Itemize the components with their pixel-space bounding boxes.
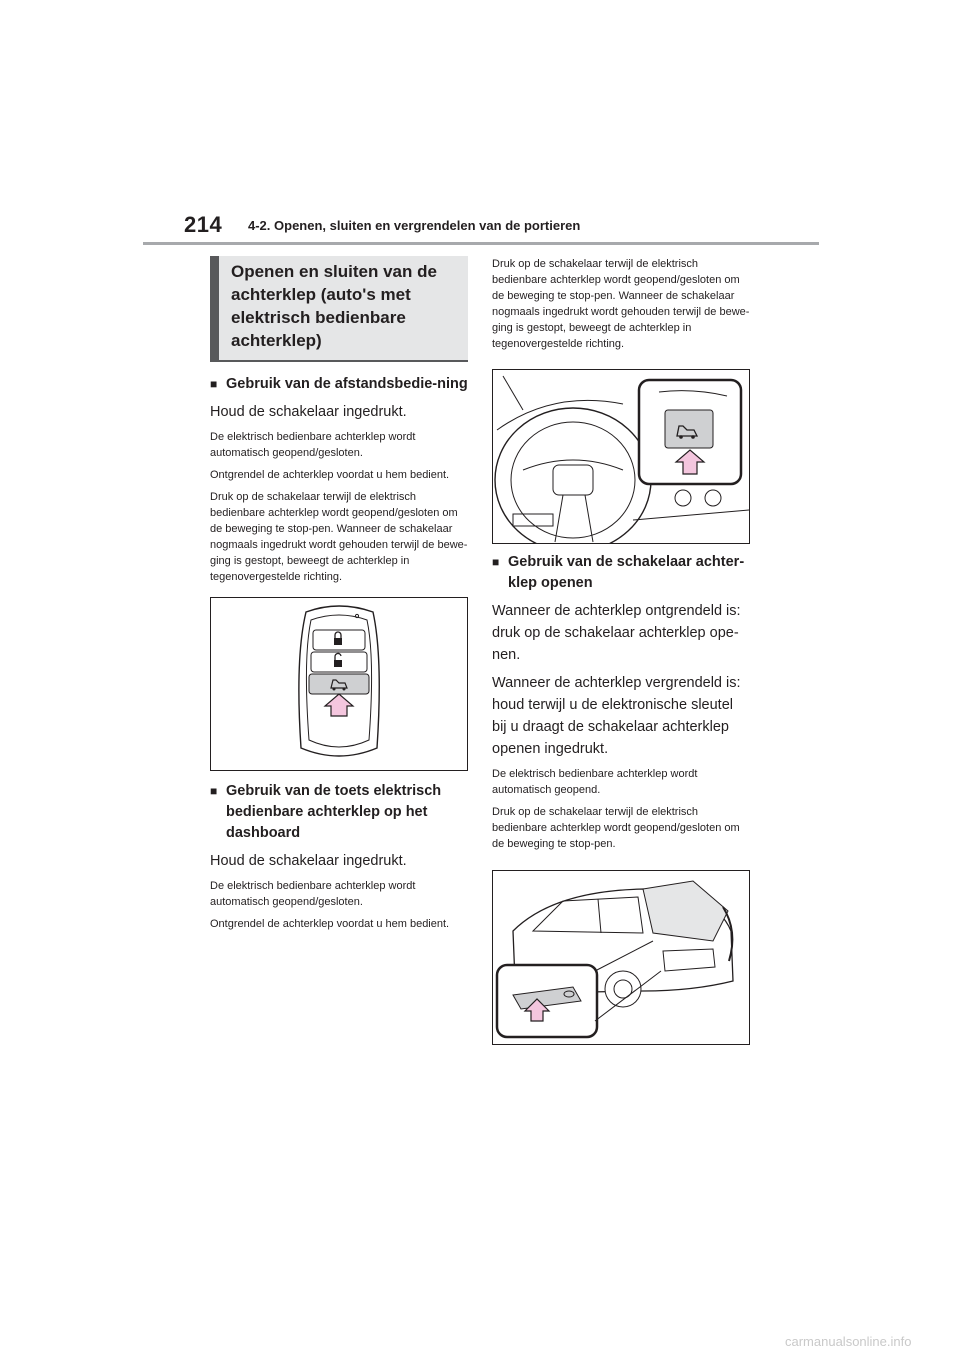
key-fob-figure xyxy=(210,597,468,771)
subheading-remote-text: Gebruik van de afstandsbedie-ning xyxy=(226,376,468,392)
remote-lead: Houd de schakelaar ingedrukt. xyxy=(210,404,407,420)
dashboard-switch-figure xyxy=(492,369,750,544)
square-bullet-icon: ■ xyxy=(210,377,218,391)
subheading-tailgate-switch xyxy=(492,552,750,594)
tailgate-note-2: Druk op de schakelaar terwijl de elektrisch bedienbare achterklep wordt geopend/gesloten om de beweging te stop-pen. xyxy=(492,806,740,850)
subheading-tailgate-switch-text: Gebruik van de schakelaar achter-klep openen xyxy=(508,554,745,591)
car-tailgate-figure xyxy=(492,870,750,1045)
page-number: 214 xyxy=(184,212,223,237)
right-column xyxy=(492,256,750,1045)
tailgate-lead-1: Wanneer de achterklep ontgrendeld is: druk op de schakelaar achterklep ope-nen. xyxy=(492,603,741,663)
remote-note-2: Ontgrendel de achterklep voordat u hem bedient. xyxy=(210,469,450,481)
tailgate-note-1: De elektrisch bedienbare achterklep wordt automatisch geopend. xyxy=(492,768,698,796)
subheading-dashboard-text: Gebruik van de toets elektrisch bedienbare achterklep op het dashboard xyxy=(226,783,442,841)
remote-note-3: Druk op de schakelaar terwijl de elektrisch bedienbare achterklep wordt geopend/gesloten om de beweging te stop-pen. Wanneer de schakelaar nogmaals ingedrukt wordt gehouden terwijl de bewe-ging is gestopt, beweegt de achterklep in tegenovergestelde richting. xyxy=(210,491,468,583)
square-bullet-icon: ■ xyxy=(210,784,218,798)
right-note-top: Druk op de schakelaar terwijl de elektrisch bedienbare achterklep wordt geopend/gesloten om de beweging te stop-pen. Wanneer de schakelaar nogmaals ingedrukt wordt gehouden terwijl de bewe-ging is gestopt, beweegt de achterklep in tegenovergestelde richting. xyxy=(492,258,750,350)
dashboard-lead: Houd de schakelaar ingedrukt. xyxy=(210,853,407,869)
subheading-dashboard xyxy=(210,781,468,844)
remote-note-1: De elektrisch bedienbare achterklep wordt automatisch geopend/gesloten. xyxy=(210,431,416,459)
section-title: Openen en sluiten van de achterklep (auto's met elektrisch bedienbare achterklep) xyxy=(210,256,468,362)
subheading-remote xyxy=(210,374,468,395)
watermark: carmanualsonline.info xyxy=(785,1334,912,1349)
left-column xyxy=(210,256,468,932)
dashboard-note-1: De elektrisch bedienbare achterklep wordt automatisch geopend/gesloten. xyxy=(210,880,416,908)
dashboard-note-2: Ontgrendel de achterklep voordat u hem bedient. xyxy=(210,918,450,930)
header-rule xyxy=(143,242,819,245)
header-title: 4-2. Openen, sluiten en vergrendelen van de portieren xyxy=(248,218,581,233)
square-bullet-icon: ■ xyxy=(492,555,500,569)
tailgate-lead-2: Wanneer de achterklep vergrendeld is: houd terwijl u de elektronische sleutel bij u draagt de schakelaar achterklep openen ingedrukt. xyxy=(492,675,741,757)
